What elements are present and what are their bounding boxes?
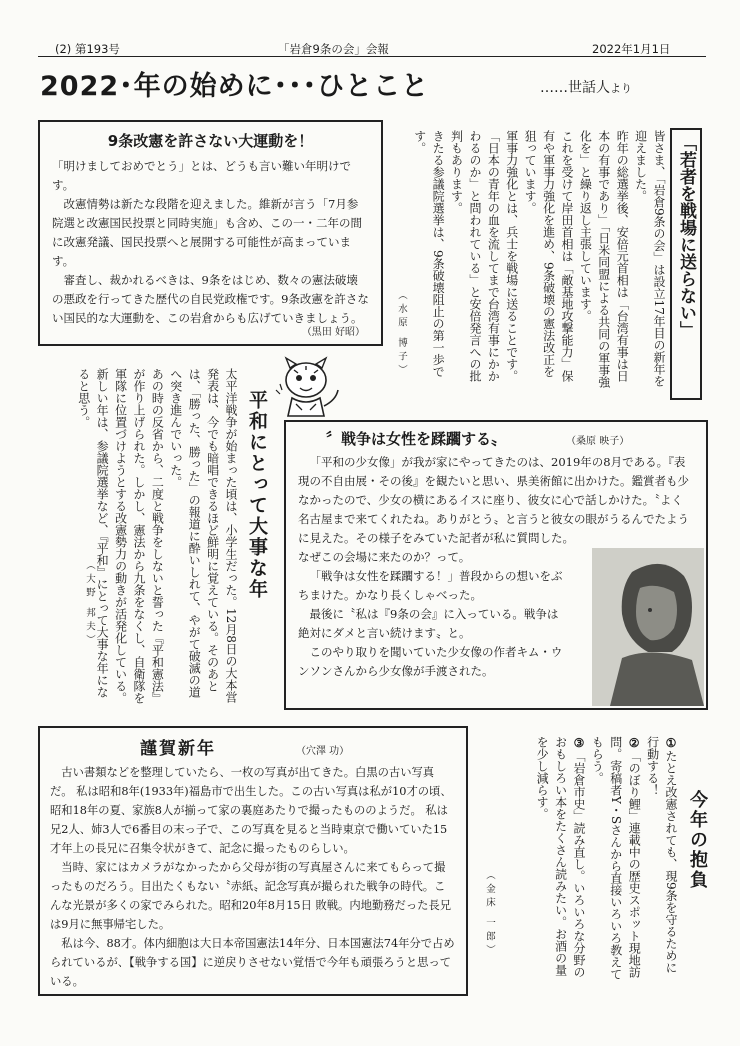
article-heiwa-para: 新しい年は、参議院選挙など、『平和』にとって大事な年になると思う。 [76, 368, 110, 698]
article-heiwa-body [50, 368, 240, 708]
headline-byline: ……世話人より [540, 80, 632, 96]
article-wakamono-title: 「若者を戦場に送らない」 [670, 128, 702, 400]
hofu-item: ③「岩倉市史」読み直し。いろいろな分野のおもしろい本をたくさん読みたい。お酒の量を少し減らす。 [535, 736, 586, 978]
hofu-item: ①たとえ改憲されても、現9条を守るために行動する！ [645, 736, 678, 974]
article-heiwa-author: （大野 邦夫） [84, 560, 95, 649]
article-hofu-body [480, 736, 680, 984]
hofu-item: ②「のぼり鯉」連載中の歴史スポット現地訪問。寄稿者Y・Sさんから直接いろいろ教えてもらう。 [590, 736, 642, 981]
article-kaiken-para: 審査し、裁かれるべきは、9条をはじめ、数々の憲法破壊の悪政を行ってきた歴代の自民党政権です。9条改憲を許さない国民的な大運動を、この岩倉からも広げていきましょう。 [52, 273, 369, 325]
article-hofu-title: 今年の抱負 [687, 790, 708, 890]
article-kaiken [38, 120, 383, 346]
article-sensou-para: 「戦争は女性を蹂躙する！」普段からの想いをぶちまけた。かなり長くしゃべった。 [298, 569, 563, 602]
article-kaiken-para: 改憲情勢は新たな段階を迎えました。維新が言う「7月参院選と改憲国民投票と同時実施」も含め、この一・二年の間に改憲発議、国民投票へと展開する可能性が高まっています。 [52, 197, 363, 268]
article-sensou-para: なぜこの会場に来たのか？って。 [298, 550, 471, 564]
issue-date: 2022年1月1日 [592, 42, 671, 56]
article-kinga-para: 私は今、88才。体内細胞は大日本帝国憲法14年分、日本国憲法74年分で占められているが、【戦争する国】に逆戻りさせない覚悟で今年も頑張ろうと思っている。 [50, 937, 455, 988]
article-hofu [476, 730, 710, 990]
article-kinga-author: （穴澤 功） [296, 746, 350, 757]
article-sensou-author: （桑原 映子） [566, 436, 630, 447]
article-wakamono-para: 昨年の総選挙後、安倍元首相は「台湾有事は日本の有事であり」「日米同盟による共同の軍事強化を」と繰り返し主張しています。 [578, 130, 630, 388]
tiger-mascot-icon [272, 350, 344, 422]
article-wakamono-body [398, 130, 668, 388]
article-kinga [38, 726, 468, 996]
article-hofu-author: （金床 一郎） [484, 870, 495, 959]
article-wakamono-para: きたる参議院選挙は、9条破壊阻止の第一歩です。 [412, 130, 446, 378]
page-issue: (2) 第193号 [55, 42, 120, 56]
article-sensou-title: 〞戦争は女性を蹂躙する〟 [326, 430, 507, 448]
newsletter-name: 「岩倉9条の会」会報 [278, 42, 389, 56]
article-kinga-para: 当時、家にはカメラがなかったから父母が街の写真屋さんに来てもらって撮ったものだろう。目出たくもない〝赤紙〟記念写真が撮られた戦争の時代。こんな光景が多くの家でみられた。昭和20年8月15日 敗戦。内地勤務だった長兄は9月に無事帰宅した。 [50, 861, 452, 931]
article-sensou-para: 最後に〝私は『9条の会』に入っている。戦争は絶対にダメと言い続けます〟と。 [298, 607, 559, 640]
article-wakamono [388, 120, 708, 392]
girl-statue-photo [592, 548, 704, 706]
article-kinga-title: 謹賀新年 [140, 739, 216, 759]
article-kaiken-author: （黒田 好昭） [301, 327, 365, 338]
article-kaiken-para: 「明けましておめでとう」とは、どうも言い難い年明けです。 [52, 159, 351, 192]
article-sensou-para: 「平和の少女像」が我が家にやってきたのは、2019年の8月である。『表現の不自由展・その後』を観たいと思い、県美術館に出かけた。鑑賞者も少なかったので、少女の横にあるイスに座り、彼女に心で話しかけた。〝よく名古屋まで来てくれたね。ありがとう〟と言うと彼女の眼がうるんでたように見えた。その様子をみていた記者が私に質問した。 [298, 455, 689, 545]
article-heiwa-para: あの時の反省から、二度と戦争をしないと誓った『平和憲法』が作り上げられた。しかし、憲法から九条をなくし、自衛隊を軍隊に位置づけようとする改憲勢力の動きが活発化している。 [113, 368, 165, 704]
article-kinga-para: 古い書類などを整理していたら、一枚の写真が出てきた。白黒の古い写真だ。 私は昭和8年(1933年)福島市で出生した。この古い写真は私が10才の頃、昭和18年の夏、家族8人が揃って家の裏庭あたりで撮ったもののようだ。 私は兄2人、姉3人で6番目の末っ子で、この写真を見ると当時東京で働いていた15才年上の長兄に召集令状がきて、記念に撮ったものらしい。 [50, 766, 452, 855]
article-wakamono-author: （水原 博子） [396, 290, 407, 379]
page-headline: 2022･年の始めに･･･ひとこと [40, 71, 430, 102]
article-kinga-header [50, 734, 456, 759]
article-kaiken-title: 9条改憲を許さない大運動を！ [107, 132, 314, 150]
article-heiwa [38, 360, 268, 720]
article-heiwa-title: 平和にとって大事な年 [246, 390, 268, 600]
header-rule [38, 56, 706, 57]
article-wakamono-para: これを受けて岸田首相は「敵基地攻撃能力」保有や軍事力強化を進め、9条破壊の憲法改正を狙っています。 [523, 130, 574, 382]
article-sensou-header [298, 428, 694, 449]
article-sensou-narrow [298, 548, 568, 681]
article-sensou-para: このやり取りを聞いていた少女像の作者キム・ウンソンさんから少女像が手渡された。 [298, 645, 563, 678]
article-wakamono-para: 軍事力強化とは、兵士を戦場に送ることです。「日本の青年の血を流してまで台湾有事にかかわるのか」と問われている」と安倍発言への批判もあります。 [449, 130, 519, 382]
article-heiwa-para: 太平洋戦争が始まった頃は、小学生だった。12月8日の大本営発表は、今でも暗唱できるほど鮮明に覚えている。そのあとは、「勝った、勝った」の報道に酔いしれて、やがて破滅の道へ突き進んでいった。 [168, 368, 238, 703]
article-wakamono-para: 皆さま、「岩倉9条の会」は設立17年目の新年を迎えました。 [633, 130, 666, 387]
